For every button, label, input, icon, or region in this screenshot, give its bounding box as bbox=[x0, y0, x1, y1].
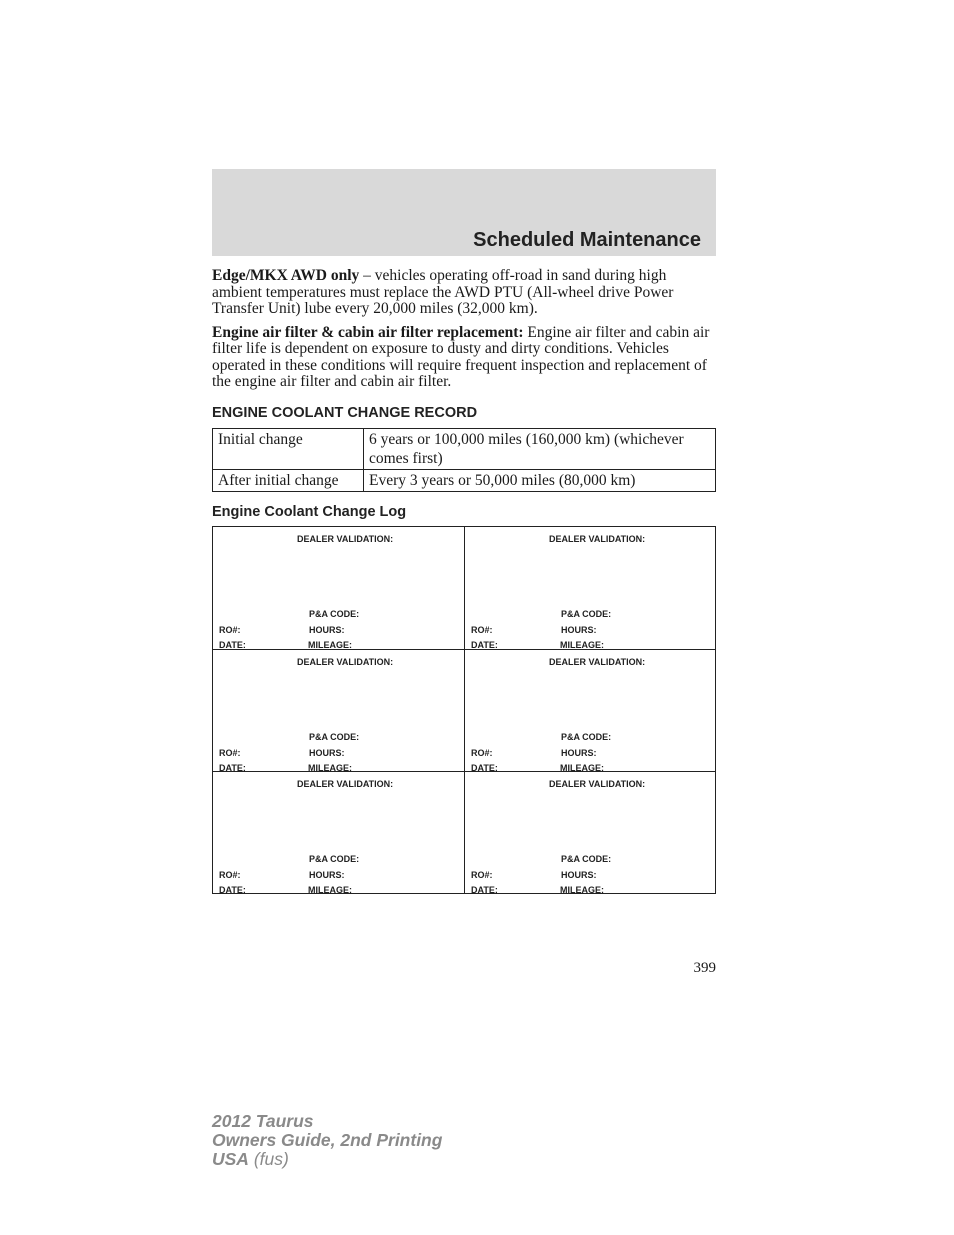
ro-label: RO#: bbox=[219, 869, 241, 880]
mileage-label: MILEAGE: bbox=[560, 639, 604, 650]
footer-edition: Owners Guide, 2nd Printing bbox=[212, 1130, 443, 1150]
mileage-label: MILEAGE: bbox=[560, 762, 604, 773]
paragraph-awd bbox=[212, 268, 716, 318]
date-label: DATE: bbox=[471, 884, 498, 895]
ro-label: RO#: bbox=[219, 624, 241, 635]
log-entry bbox=[464, 649, 715, 771]
hours-label: HOURS: bbox=[561, 624, 597, 635]
page-number: 399 bbox=[693, 960, 716, 976]
ro-label: RO#: bbox=[471, 869, 493, 880]
log-entry bbox=[213, 649, 464, 771]
table-cell-label: Initial change bbox=[213, 429, 364, 470]
date-label: DATE: bbox=[219, 762, 246, 773]
table-cell-label: After initial change bbox=[213, 470, 364, 492]
pa-code-label: P&A CODE: bbox=[309, 608, 360, 619]
pa-code-label: P&A CODE: bbox=[309, 731, 360, 742]
pa-code-label: P&A CODE: bbox=[561, 731, 612, 742]
date-label: DATE: bbox=[471, 762, 498, 773]
dealer-validation-label: DEALER VALIDATION: bbox=[297, 778, 394, 789]
footer-region-code: (fus) bbox=[248, 1149, 289, 1169]
date-label: DATE: bbox=[471, 639, 498, 650]
mileage-label: MILEAGE: bbox=[560, 884, 604, 895]
paragraph-awd-text: – vehicles operating off-road in sand during high ambient temperatures must replace the AWD PTU (All-wheel drive Power Transfer Unit) lube every 20,000 miles (32,000 km). bbox=[212, 267, 674, 317]
mileage-label: MILEAGE: bbox=[308, 639, 352, 650]
paragraph-awd-lead: Edge/MKX AWD only bbox=[212, 267, 360, 284]
hours-label: HOURS: bbox=[309, 747, 345, 758]
coolant-record-table bbox=[212, 428, 716, 492]
paragraph-air-filter-lead: Engine air filter & cabin air filter replacement: bbox=[212, 323, 524, 341]
dealer-validation-label: DEALER VALIDATION: bbox=[297, 656, 394, 667]
header-band bbox=[212, 169, 716, 256]
coolant-record-heading: ENGINE COOLANT CHANGE RECORD bbox=[212, 404, 478, 421]
footer bbox=[212, 1112, 442, 1169]
dealer-validation-label: DEALER VALIDATION: bbox=[549, 778, 646, 789]
content bbox=[212, 268, 716, 894]
table-cell-value: Every 3 years or 50,000 miles (80,000 km) bbox=[364, 470, 716, 492]
ro-label: RO#: bbox=[471, 624, 493, 635]
coolant-log-grid bbox=[212, 526, 716, 894]
mileage-label: MILEAGE: bbox=[308, 884, 352, 895]
log-entry bbox=[464, 771, 715, 893]
page-title: Scheduled Maintenance bbox=[473, 229, 701, 251]
hours-label: HOURS: bbox=[561, 869, 597, 880]
footer-region-main: USA bbox=[212, 1149, 249, 1169]
hours-label: HOURS: bbox=[309, 869, 345, 880]
table-cell-value: 6 years or 100,000 miles (160,000 km) (whichever comes first) bbox=[364, 429, 716, 470]
hours-label: HOURS: bbox=[561, 747, 597, 758]
coolant-log-heading: Engine Coolant Change Log bbox=[212, 504, 407, 520]
dealer-validation-label: DEALER VALIDATION: bbox=[549, 656, 646, 667]
hours-label: HOURS: bbox=[309, 624, 345, 635]
dealer-validation-label: DEALER VALIDATION: bbox=[549, 533, 646, 544]
footer-region bbox=[212, 1150, 442, 1169]
dealer-validation-label: DEALER VALIDATION: bbox=[297, 533, 394, 544]
table-row bbox=[213, 470, 716, 492]
pa-code-label: P&A CODE: bbox=[561, 853, 612, 864]
table-row bbox=[213, 429, 716, 470]
paragraph-air-filter-text: Engine air filter and cabin air filter life is dependent on exposure to dusty and dirty conditions. Vehicles operated in these conditions will require frequent inspection and replacement of the engine air filter and cabin air filter. bbox=[212, 323, 710, 390]
date-label: DATE: bbox=[219, 884, 246, 895]
paragraph-air-filter bbox=[212, 325, 716, 391]
log-entry bbox=[464, 527, 715, 649]
mileage-label: MILEAGE: bbox=[308, 762, 352, 773]
pa-code-label: P&A CODE: bbox=[309, 853, 360, 864]
log-entry bbox=[213, 771, 464, 893]
footer-model: 2012 Taurus bbox=[212, 1111, 314, 1131]
date-label: DATE: bbox=[219, 639, 246, 650]
ro-label: RO#: bbox=[219, 747, 241, 758]
ro-label: RO#: bbox=[471, 747, 493, 758]
log-entry bbox=[213, 527, 464, 649]
pa-code-label: P&A CODE: bbox=[561, 608, 612, 619]
